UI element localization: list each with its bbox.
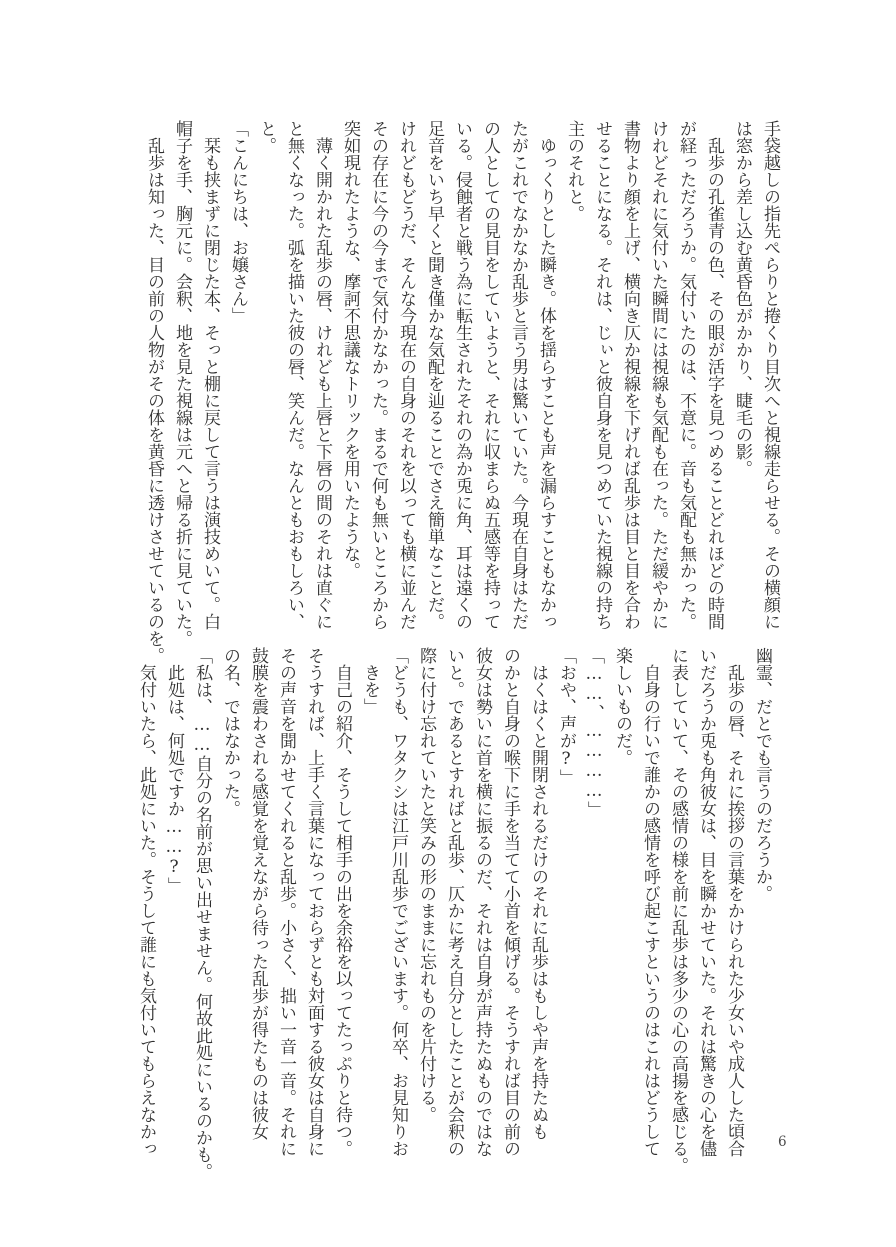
text-column: 楽しいものだ。 <box>612 647 632 766</box>
text-column: けれどもどうだ、そんな今現在の自身のそれを以っても横に並んだ <box>396 120 416 630</box>
text-column: 此処は、何処ですか……?」 <box>164 664 184 894</box>
text-column: たがこれでなかなか乱歩と言う男は驚いていた。今現在自身はただ <box>508 120 528 630</box>
text-column: いだろうか兎も角彼女は、目を瞬かせていた。それは驚きの心を儘 <box>696 647 716 1157</box>
text-column: 乱歩の孔雀青の色、その眼が活字を見つめることどれほどの時間 <box>704 137 724 630</box>
text-column: せることになる。それは、じぃと彼自身を見つめていた視線の持ち <box>592 120 612 630</box>
text-column: 「私は、……自分の名前が思い出せません。何故此処にいるのかも。 <box>192 647 212 1180</box>
text-column: に表していて、その感情の様を前に乱歩は多少の心の高揚を感じる。 <box>668 647 688 1174</box>
page-number: 6 <box>778 1134 787 1150</box>
text-column: と無くなった。弧を描いた彼の唇、笑んだ。なんともおもしろい、 <box>284 120 304 630</box>
text-column: そうすれば、上手く言葉になっておらずとも対面する彼女は自身に <box>304 647 324 1157</box>
text-column: 彼女は勢いに首を横に振るのだ、それは自身が声持たぬものではな <box>472 647 492 1157</box>
text-column: 主のそれと。 <box>564 120 584 222</box>
text-column: と。 <box>256 120 276 154</box>
text-column: 鼓膜を震わされる感覚を覚えながら待った乱歩が得たものは彼女 <box>248 647 268 1140</box>
text-column: の人としての見目をしていようと、それに収まらぬ五感等を持って <box>480 120 500 630</box>
text-column: ゆっくりとした瞬き。体を揺らすことも声を漏らすこともなかっ <box>536 137 556 630</box>
text-column: いと。であるとすればと乱歩、仄かに考え自分としたことが会釈の <box>444 647 464 1157</box>
text-column: はくはくと開閉されるだけのそれに乱歩はもしや声を持たぬも <box>528 664 548 1140</box>
text-column: 乱歩は知った、目の前の人物がその体を黄昏に透けさせているのを。 <box>144 137 164 664</box>
text-column: 自身の行いで誰かの感情を呼び起こすというのはこれはどうして <box>640 664 660 1157</box>
text-column: は窓から差し込む黄昏色がかかり、睫毛の影。 <box>732 120 752 477</box>
text-column: 乱歩の唇、それに挨拶の言葉をかけられた少女いや成人した頃合 <box>724 664 744 1157</box>
text-column: 書物より顔を上げ、横向き仄か視線を下げれば乱歩は目と目を合わ <box>620 120 640 630</box>
text-column: 帽子を手、胸元に。会釈、地を見た視線は元へと帰る折に見ていた。 <box>172 120 192 647</box>
text-column: きを」 <box>360 664 380 715</box>
text-column: 「……、…………」 <box>584 647 604 818</box>
text-column: 栞も挟まずに閉じた本、そっと棚に戻して言うは演技めいて。白 <box>200 137 220 630</box>
text-column: けれどそれに気付いた瞬間には視線も気配も在った。ただ緩やかに <box>648 120 668 630</box>
text-column: 気付いたら、此処にいた。そうして誰にも気付いてもらえなかっ <box>136 664 156 1157</box>
text-column: 足音をいち早くと聞き僅かな気配を辿ることでさえ簡単なことだ。 <box>424 120 444 630</box>
text-column: 手袋越しの指先ぺらりと捲くり目次へと視線走らせる。その横顔に <box>760 120 780 630</box>
text-column: 自己の紹介、そうして相手の出を余裕を以ってたっぷりと待つ。 <box>332 664 352 1157</box>
text-column: 「おや、声が?」 <box>556 647 576 786</box>
text-column: 「どうも、ワタクシは江戸川乱歩でございます。何卒、お見知りお <box>388 647 408 1157</box>
text-column: いる。侵蝕者と戦う為に転生されたそれの為か兎に角、耳は遠くの <box>452 120 472 630</box>
text-column: 薄く開かれた乱歩の唇、けれども上唇と下唇の間のそれは直ぐに <box>312 137 332 630</box>
text-column: の名、ではなかった。 <box>220 647 240 817</box>
text-column: 「こんにちは、お嬢さん」 <box>228 120 248 324</box>
text-column: 幽霊、だとでも言うのだろうか。 <box>752 647 772 902</box>
text-column: その存在に今の今まで気付かなかった。まるで何も無いところから <box>368 120 388 630</box>
text-column: 際に付け忘れていたと笑みの形のままに忘れものを片付ける。 <box>416 647 436 1123</box>
text-column: その声音を聞かせてくれると乱歩。小さく、拙い一音一音。それに <box>276 647 296 1157</box>
text-column: のかと自身の喉下に手を当てて小首を傾げる。そうすれば目の前の <box>500 647 520 1157</box>
bottom-text-block <box>126 647 776 1187</box>
top-text-block <box>134 120 784 664</box>
text-column: が経っただろうか。気付いたのは、不意に。音も気配も無かった。 <box>676 120 696 630</box>
text-column: 突如現れたような、摩訶不思議なトリックを用いたような。 <box>340 120 360 579</box>
